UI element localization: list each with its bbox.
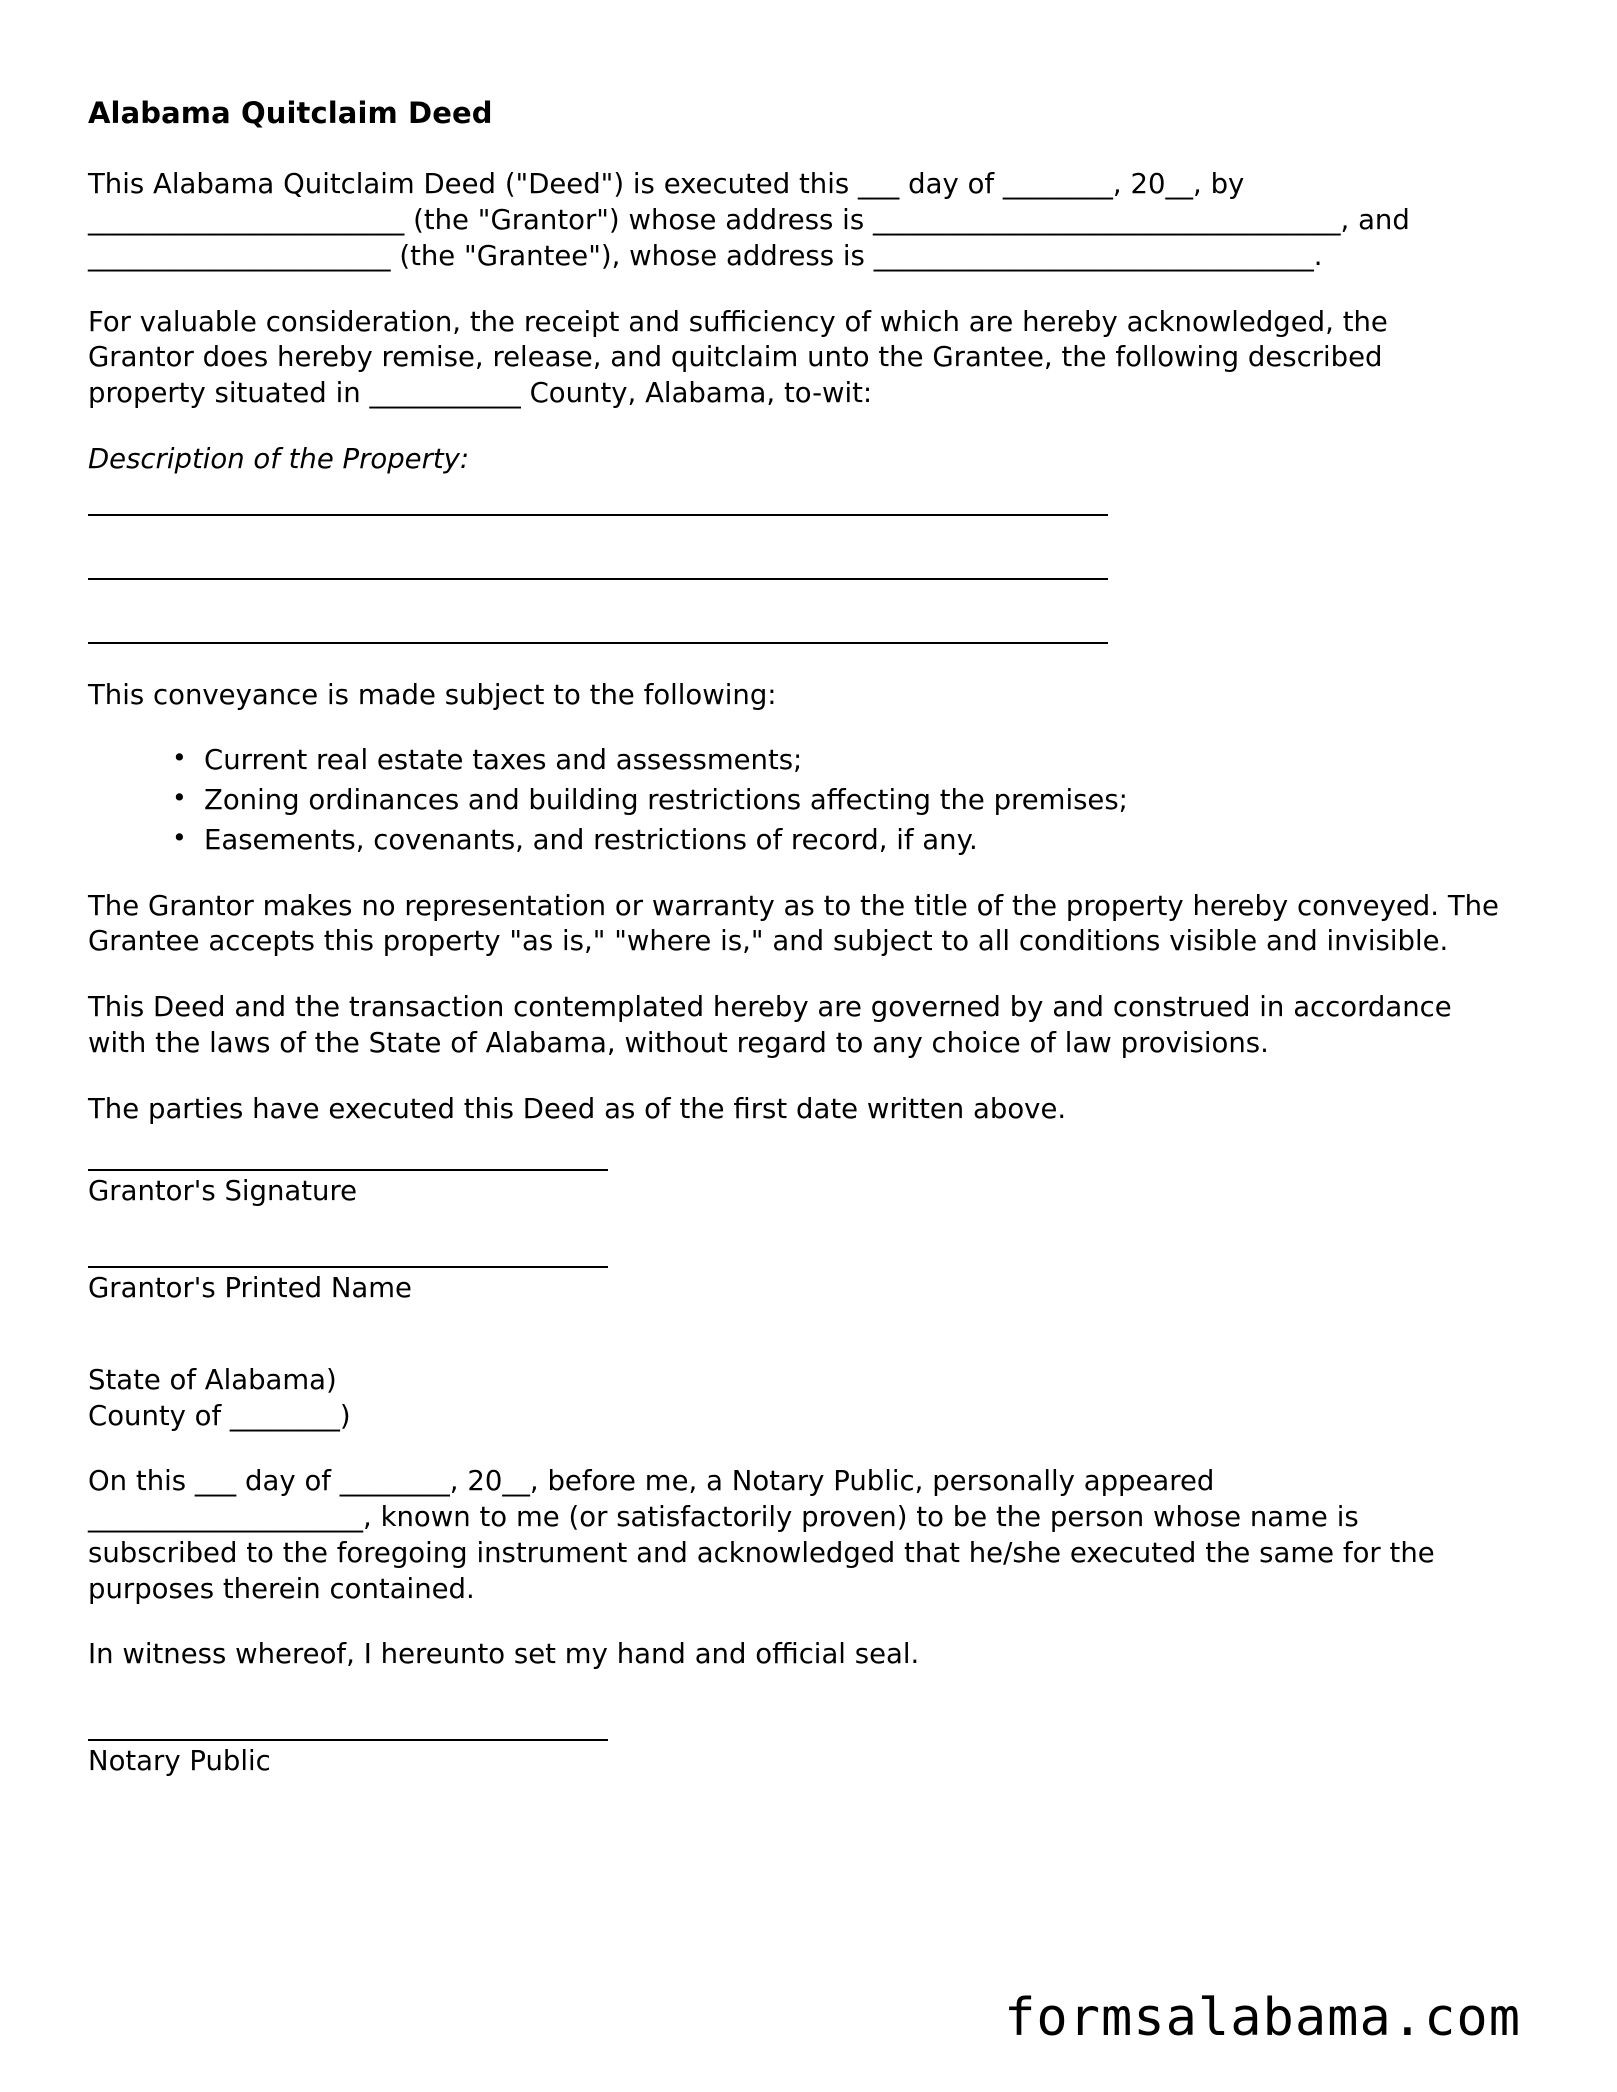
execution-paragraph: The parties have executed this Deed as of the first date written above. bbox=[88, 1092, 1067, 1125]
page-title: Alabama Quitclaim Deed bbox=[88, 96, 493, 130]
grantor-printed-name-line[interactable] bbox=[88, 1266, 608, 1268]
property-description-line-3[interactable] bbox=[88, 642, 1108, 644]
site-watermark: formsalabama.com bbox=[1004, 1988, 1521, 2048]
notary-signature-line[interactable] bbox=[88, 1739, 608, 1741]
grantor-signature-line[interactable] bbox=[88, 1169, 608, 1171]
property-description-line-2[interactable] bbox=[88, 578, 1108, 580]
property-description-blank-lines bbox=[88, 514, 1499, 644]
notary-acknowledgment-paragraph: On this ___ day of ________, 20__, before me, a Notary Public, personally appeared ____________________, known to me (or satisfactorily proven) to be the person whose name is subscribed to the foregoing instrument and acknowledged that he/she executed the same for the purposes therein contained. bbox=[88, 1465, 1435, 1605]
intro-paragraph: This Alabama Quitclaim Deed ("Deed") is executed this ___ day of ________, 20__, by _______________________ (the "Grantor") whose address is __________________________________, and ______________________ (the "Grantee"), whose address is ________________________________. bbox=[88, 168, 1410, 272]
notary-state-line: State of Alabama) bbox=[88, 1363, 337, 1396]
conveyance-intro-paragraph: This conveyance is made subject to the following: bbox=[88, 678, 777, 711]
governing-law-paragraph: This Deed and the transaction contemplated hereby are governed by and construed in accordance with the laws of the State of Alabama, without regard to any choice of law provisions. bbox=[88, 991, 1452, 1059]
notary-signature-block bbox=[88, 1739, 1499, 1780]
grantor-signature-label: Grantor's Signature bbox=[88, 1175, 358, 1208]
grantor-signature-block bbox=[88, 1169, 1499, 1307]
notary-county-line: County of ________) bbox=[88, 1399, 351, 1432]
consideration-paragraph: For valuable consideration, the receipt and sufficiency of which are hereby acknowledged, the Grantor does hereby remise, release, and quitclaim unto the Grantee, the following described property situated in ___________ County, Alabama, to-wit: bbox=[88, 305, 1388, 409]
notary-witness-paragraph: In witness whereof, I hereunto set my hand and official seal. bbox=[88, 1638, 920, 1671]
notary-venue-block bbox=[88, 1363, 1499, 1435]
list-item: • Current real estate taxes and assessments; bbox=[168, 743, 1499, 779]
list-item: • Easements, covenants, and restrictions of record, if any. bbox=[168, 823, 1499, 859]
no-warranty-paragraph: The Grantor makes no representation or warranty as to the title of the property hereby conveyed. The Grantee accepts this property "as is," "where is," and subject to all conditions visible and invisible. bbox=[88, 889, 1499, 958]
property-description-heading: Description of the Property: bbox=[88, 442, 470, 475]
list-item: • Zoning ordinances and building restrictions affecting the premises; bbox=[168, 783, 1499, 819]
property-description-line-1[interactable] bbox=[88, 514, 1108, 516]
conveyance-terms-list bbox=[88, 743, 1499, 858]
grantor-printed-name-label: Grantor's Printed Name bbox=[88, 1272, 412, 1304]
notary-public-label: Notary Public bbox=[88, 1745, 271, 1777]
